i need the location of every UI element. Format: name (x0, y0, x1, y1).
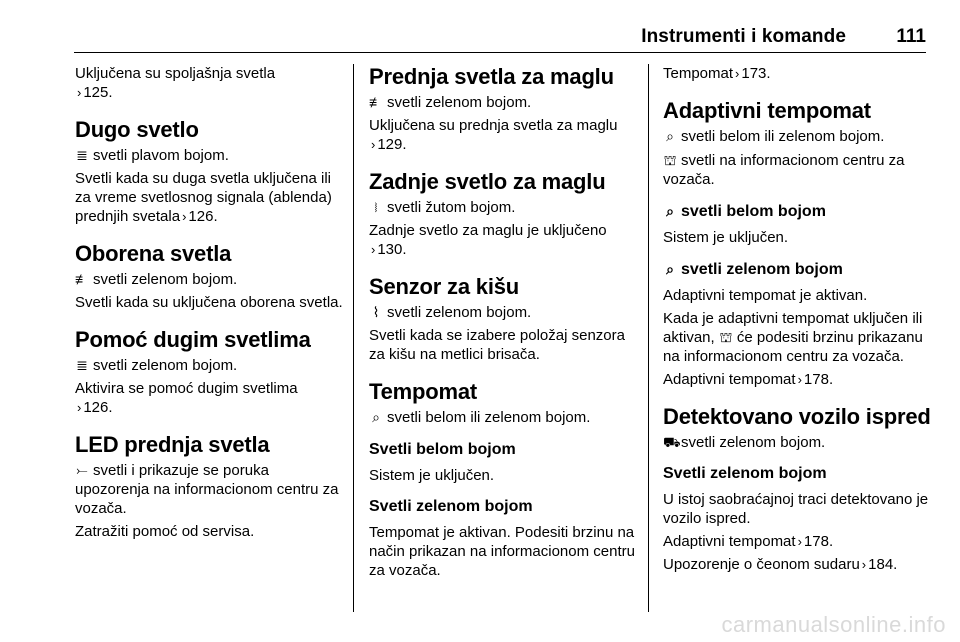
subheading: Svetli zelenom bojom (369, 498, 533, 515)
cruise-control-icon: ⌕ (372, 409, 380, 425)
page-ref[interactable]: 173. (741, 65, 771, 82)
paragraph: Sistem je uključen. (663, 229, 789, 246)
paragraph: Svetli kada su uključena oborena svetla. (75, 294, 343, 311)
ref-arrow-icon: › (371, 242, 376, 257)
paragraph: Tempomat je aktivan. Podesiti brzinu na način prikazan na informacionom centru za vozača. (369, 524, 635, 579)
section-heading: Detektovano vozilo ispred (663, 404, 931, 429)
ref-arrow-icon: › (182, 209, 187, 224)
column-divider (648, 64, 649, 612)
column-divider (353, 64, 354, 612)
page-ref[interactable]: 184. (868, 556, 898, 573)
paragraph: Zatražiti pomoć od servisa. (75, 523, 255, 540)
section-heading: Tempomat (369, 379, 478, 404)
ref-arrow-icon: › (77, 400, 82, 415)
page-ref[interactable]: 178. (803, 533, 834, 550)
rear-fog-icon: ⧘ (374, 199, 378, 215)
page-number: 111 (896, 26, 926, 47)
subheading: svetli zelenom bojom (681, 261, 843, 278)
cruise-display-icon: ⛫ (663, 152, 677, 168)
column-3: Tempomat › 173. Adaptivni tempomat ⌕ svetli belom ili zelenom bojom. ⛫ svetli na informacionom centru za vozača. ⌕ svetli belom bojom Sistem je uključen. ⌕ svetli zelenom bojom Adaptivni tempomat je aktivan. Kada je adaptivni tempomat uključen ili aktivan, ⛫ će podesiti brzinu prikazanu na informacionom centru za vozača. Adaptivni tempomat › 178. Detektovano vozilo ispred ⛟svetli zelenom bojom. Svetli zelenom bojom U istoj saobraćajnoj traci detektovano je vozilo ispred. Adaptivni tempomat › 178. Upozorenje o čeonom sudaru › 184. (663, 65, 931, 573)
section-heading: Dugo svetlo (75, 117, 199, 142)
ref-arrow-icon: › (861, 557, 867, 572)
low-beam-icon: ≢ (75, 271, 89, 287)
subheading: Svetli zelenom bojom (663, 465, 827, 482)
rain-sensor-icon: ⌇ (372, 304, 380, 320)
adaptive-cruise-icon: ⌕ (666, 128, 674, 144)
page-ref[interactable]: 126. (188, 208, 218, 225)
section-heading: Senzor za kišu (369, 274, 520, 299)
high-beam-icon: ≣ (76, 147, 88, 163)
ref-arrow-icon: › (797, 372, 802, 387)
front-fog-icon: ≢ (369, 94, 383, 110)
subheading: svetli belom bojom (681, 203, 826, 220)
adaptive-cruise-icon: ⌕ (666, 203, 674, 219)
section-heading: Prednja svetla za maglu (369, 64, 614, 89)
paragraph: U istoj saobraćajnoj traci detektovano je vozilo ispred. (663, 491, 929, 527)
paragraph: Svetli kada se izabere položaj senzora za kišu na metlici brisača. (369, 327, 625, 363)
high-beam-assist-icon: ≣ (76, 357, 88, 373)
section-heading: Zadnje svetlo za maglu (369, 169, 606, 194)
header-rule (74, 52, 926, 53)
ref-arrow-icon: › (735, 66, 740, 81)
vehicle-ahead-icon: ⛟ (663, 434, 681, 450)
subheading: Svetli belom bojom (369, 441, 516, 458)
ref-arrow-icon: › (371, 137, 376, 152)
page-ref[interactable]: 178. (803, 371, 834, 388)
page-header (74, 26, 926, 50)
ref-arrow-icon: › (77, 85, 82, 100)
section-heading: Pomoć dugim svetlima (75, 327, 311, 352)
section-heading: LED prednja svetla (75, 432, 270, 457)
adaptive-cruise-icon: ⌕ (666, 261, 674, 277)
ref-arrow-icon: › (797, 534, 802, 549)
paragraph: Sistem je uključen. (369, 467, 495, 484)
paragraph: Adaptivni tempomat je aktivan. (663, 287, 868, 304)
column-2: Prednja svetla za maglu ≢ svetli zelenom bojom. Uključena su prednja svetla za maglu › 129. Zadnje svetlo za maglu ⧘ svetli žutom bojom. Zadnje svetlo za maglu je uključeno › 130. Senzor za kišu ⌇ svetli zelenom bojom. Svetli kada se izabere položaj senzora za kišu na metlici brisača. Tempomat ⌕ svetli belom ili zelenom bojom. Svetli belom bojom Sistem je uključen. Svetli zelenom bojom Tempomat je aktivan. Podesiti brzinu na način prikazan na informacionom centru za vozača. (369, 64, 639, 580)
column-1: Uključena su spoljašnja svetla › 125. Dugo svetlo ≣ svetli plavom bojom. Svetli kada su duga svetla uključena ili za vreme svetlosnog signala (ablenda) prednjih svetala › 126. Oborena svetla ≢ svetli zelenom bojom. Svetli kada su uključena oborena svetla. Pomoć dugim svetlima ≣ svetli zelenom bojom. Aktivira se pomoć dugim svetlima › 126. LED prednja svetla ⤚ svetli i prikazuje se poruka upozorenja na informacionom centru za vozača. Zatražiti pomoć od servisa. (75, 64, 345, 541)
section-heading: Oborena svetla (75, 241, 232, 266)
page-ref[interactable]: 126. (83, 399, 113, 416)
page-ref[interactable]: 129. (377, 136, 407, 153)
paragraph: Uključena su spoljašnja svetla › 125. (75, 65, 276, 101)
header-title: Instrumenti i komande (641, 26, 846, 47)
section-heading: Adaptivni tempomat (663, 98, 871, 123)
cruise-display-icon: ⛫ (719, 329, 733, 345)
led-headlight-icon: ⤚ (76, 462, 88, 478)
page-ref[interactable]: 130. (377, 241, 407, 258)
watermark: carmanualsonline.info (721, 612, 946, 637)
page-ref[interactable]: 125. (83, 84, 113, 101)
